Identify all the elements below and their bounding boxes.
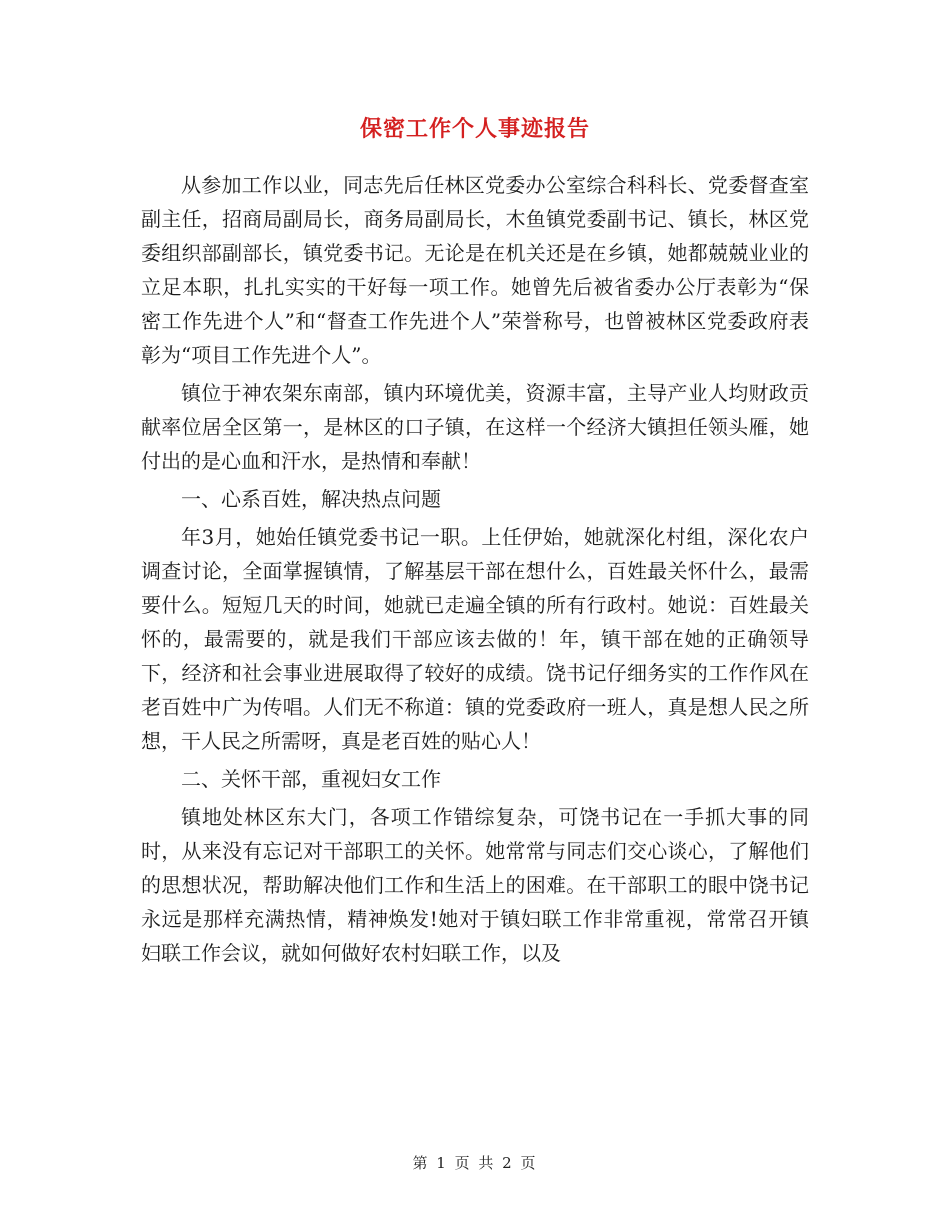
paragraph-section-1: 年3月，她始任镇党委书记一职。上任伊始，她就深化村组，深化农户调查讨论，全面掌握镇情，了解基层干部在想什么，百姓最关怀什么，最需要什么。短短几天的时间，她就已走遍全镇的所有行政村。她说：百姓最关怀的，最需要的，就是我们干部应该去做的！年，镇干部在她的正确领导下，经济和社会事业进展取得了较好的成绩。饶书记仔细务实的工作作风在老百姓中广为传唱。人们无不称道：镇的党委政府一班人，真是想人民之所想，干人民之所需呀，真是老百姓的贴心人！ xyxy=(141,525,809,753)
paragraph-section-2: 镇地处林区东大门，各项工作错综复杂，可饶书记在一手抓大事的同时，从来没有忘记对干部职工的关怀。她常常与同志们交心谈心，了解他们的思想状况，帮助解决他们工作和生活上的困难。在干部职工的眼中饶书记永远是那样充满热情，精神焕发!她对于镇妇联工作非常重视，常常召开镇妇联工作会议，就如何做好农村妇联工作，以及 xyxy=(141,805,809,965)
document-body xyxy=(141,168,809,970)
page-number-footer: 第 1 页 共 2 页 xyxy=(412,1154,538,1172)
paragraph-intro: 从参加工作以业，同志先后任林区党委办公室综合科科长、党委督查室副主任，招商局副局长，商务局副局长，木鱼镇党委副书记、镇长，林区党委组织部副部长，镇党委书记。无论是在机关还是在乡镇，她都兢兢业业的立足本职，扎扎实实的干好每一项工作。她曾先后被省委办公厅表彰为“保密工作先进个人”和“督查工作先进个人”荣誉称号，也曾被林区党委政府表彰为“项目工作先进个人”。 xyxy=(141,173,809,367)
paragraph-town: 镇位于神农架东南部，镇内环境优美，资源丰富，主导产业人均财政贡献率位居全区第一，是林区的口子镇，在这样一个经济大镇担任领头雁，她付出的是心血和汗水，是热情和奉献！ xyxy=(141,381,809,473)
section-heading-1: 一、心系百姓，解决热点问题 xyxy=(181,487,441,511)
document-title: 保密工作个人事迹报告 xyxy=(359,117,590,142)
section-heading-2: 二、关怀干部，重视妇女工作 xyxy=(181,767,441,791)
